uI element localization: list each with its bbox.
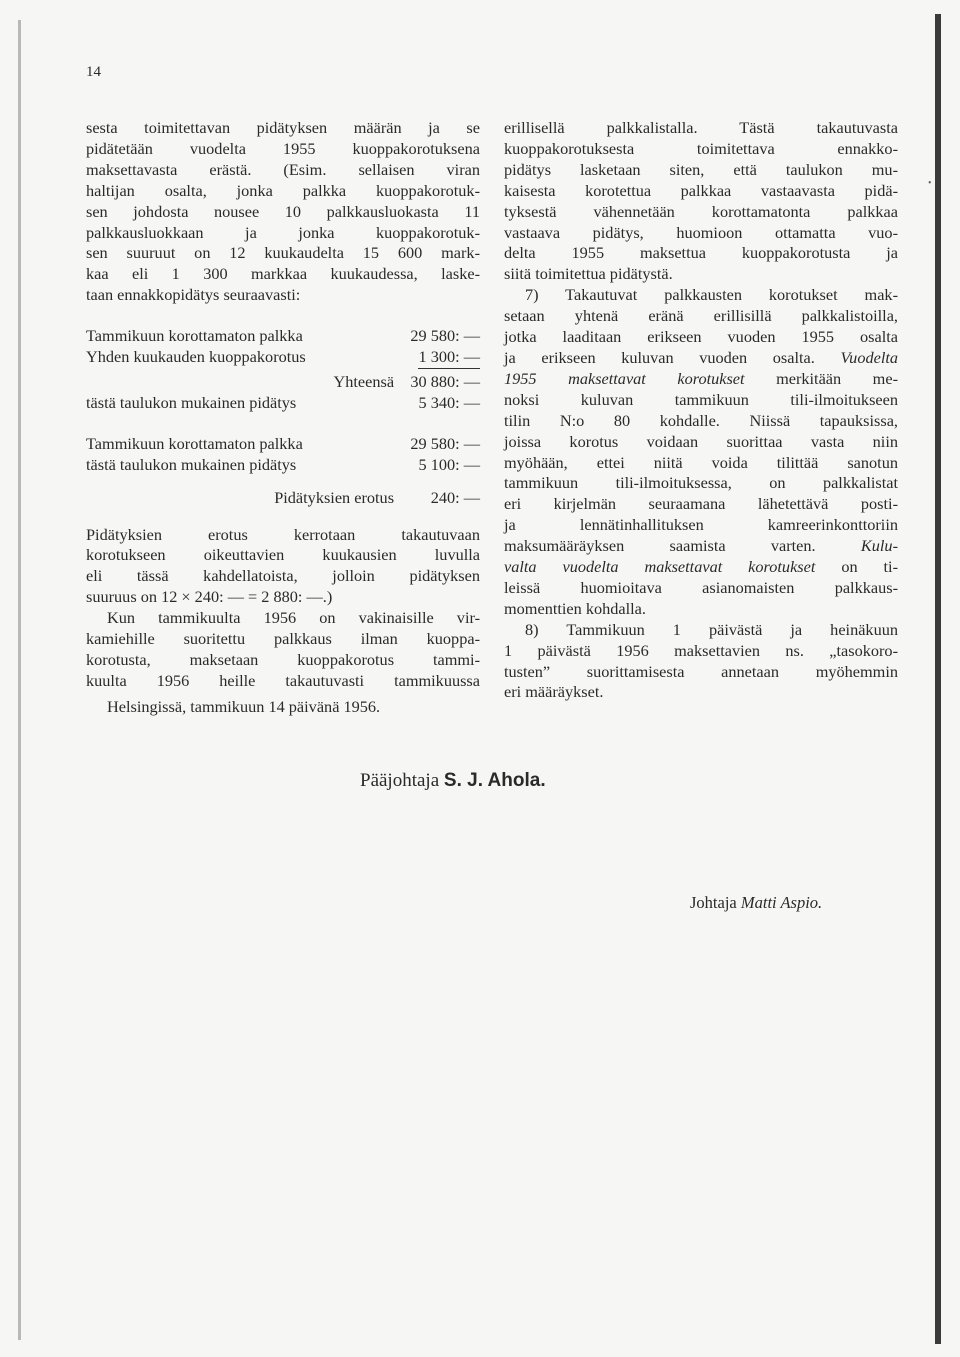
text-line xyxy=(504,557,898,578)
calc-diff-label: Pidätyksien erotus xyxy=(274,487,395,507)
text-line: suuruus on 12 × 240: — = 2 880: —.) xyxy=(86,587,333,607)
calc-label: Tammikuun korottamaton palkka xyxy=(86,326,303,346)
calc-amount: 29 580: — xyxy=(410,433,480,453)
calc-amount: 29 580: — xyxy=(410,326,480,346)
text-line: siitä toimitettua pidätystä. xyxy=(504,264,673,284)
text-line: eri kirjelmän seuraamana lähetettävä posti- xyxy=(504,494,898,514)
text-line: setaan yhtenä eränä erillisillä palkkalistoilla, xyxy=(504,306,898,326)
text-line: korotusta, maksetaan kuoppakorotus tammi- xyxy=(86,649,480,669)
signature-director-general xyxy=(360,770,546,792)
signature-name: S. J. Ahola. xyxy=(443,770,546,791)
text-line: tusten” suorittamisesta annetaan myöhemmin xyxy=(504,661,898,681)
calc-label: Yhden kuukauden kuoppakorotus xyxy=(86,347,306,367)
calc-total-row xyxy=(86,372,480,393)
text-line: taan ennakkopidätys seuraavasti: xyxy=(86,285,301,305)
calc-row xyxy=(86,393,480,414)
text-line: jotka laaditaan erikseen vuoden 1955 osalta xyxy=(504,327,898,347)
paragraph-continuation xyxy=(504,118,898,285)
text-line: leissä huomioitava asianomaisten palkkaus- xyxy=(504,577,898,597)
text-line: ja lennätinhallituksen kamreerinkonttoriin xyxy=(504,515,898,535)
page-left-edge xyxy=(18,20,21,1340)
text-line: maksettavasta erästä. (Esim. sellaisen viran xyxy=(86,159,480,179)
text-line: Pidätyksien erotus kerrotaan takautuvaan xyxy=(86,524,480,544)
text-line: palkkausluokkaan ja jonka kuoppakorotuk- xyxy=(86,222,480,242)
text-line: tyksestä vähennetään korottamatonta palkkaa xyxy=(504,201,898,221)
text-line: tammikuun tili-ilmoituksessa, on palkkalistat xyxy=(504,473,898,493)
signature-name: Matti Aspio. xyxy=(740,893,823,912)
calc-diff-amount: 240: — xyxy=(430,487,480,507)
calculation-2 xyxy=(86,434,480,509)
calc-row xyxy=(86,347,480,369)
calc-label: tästä taulukon mukainen pidätys xyxy=(86,454,297,474)
left-column xyxy=(86,118,480,718)
text-line: eli tässä kahdellatoista, jolloin pidätyksen xyxy=(86,566,480,586)
text-line: delta 1955 maksettua kuoppakorotusta ja xyxy=(504,243,898,263)
italic-span: Vuodelta xyxy=(840,347,899,367)
text-line: pidätys lasketaan siten, että taulukon mu- xyxy=(504,159,898,179)
calculation-1 xyxy=(86,326,480,414)
italic-span: valta vuodelta maksettavat korotukset xyxy=(504,557,816,577)
text-line: joissa korotus voidaan suorittaa vasta niin xyxy=(504,431,898,451)
calc-label: Tammikuun korottamaton palkka xyxy=(86,433,303,453)
text-line: 1 päivästä 1956 maksettavien ns. „tasokoro- xyxy=(504,640,898,660)
calc-diff-row xyxy=(86,488,480,509)
text-span: merkitään me- xyxy=(776,368,898,388)
signature-director xyxy=(690,893,822,913)
text-line: sen johdosta nousee 10 palkkausluokasta 11 xyxy=(86,201,480,221)
text-line: kuulta 1956 heille takautuvasti tammikuussa xyxy=(86,670,480,690)
italic-span: 1955 maksettavat korotukset xyxy=(504,368,745,388)
intro-paragraph xyxy=(86,118,480,306)
text-line: kamiehille suoritettu palkkaus ilman kuoppa- xyxy=(86,629,480,649)
calc-total-amount: 30 880: — xyxy=(410,371,480,391)
text-line: 7) Takautuvat palkkausten korotukset mak- xyxy=(525,285,898,305)
text-line: eri määräykset. xyxy=(504,682,604,702)
text-line: erillisellä palkkalistalla. Tästä takautuvasta xyxy=(504,118,898,137)
text-span: on ti- xyxy=(841,557,899,577)
text-line xyxy=(504,348,898,369)
text-line: tilin N:o 80 kohdalle. Niissä tapauksissa, xyxy=(504,410,898,430)
right-column xyxy=(504,118,898,703)
margin-mark: • xyxy=(928,178,932,189)
text-line xyxy=(504,369,898,390)
text-line: noksi kuluvan tammikuun tili-ilmoitukseen xyxy=(504,389,898,409)
text-line: pidätetään vuodelta 1955 kuoppakorotuksena xyxy=(86,138,480,158)
text-line: korotukseen oikeuttavien kuukausien luvulla xyxy=(86,545,480,565)
calc-label: tästä taulukon mukainen pidätys xyxy=(86,392,297,412)
paragraph-7 xyxy=(504,285,898,620)
text-line: kaa eli 1 300 markkaa kuukaudessa, laske- xyxy=(86,264,480,284)
text-line: sen suuruut on 12 kuukaudelta 15 600 mark- xyxy=(86,243,480,263)
text-line: haltijan osalta, jonka palkka kuoppakorotuk- xyxy=(86,180,480,200)
text-span: maksumääräyksen saamista varten. xyxy=(504,536,816,556)
text-line: kaisesta korotettua palkkaa vastaavasta pidä- xyxy=(504,180,898,200)
calc-amount-underlined: 1 300: — xyxy=(418,347,480,369)
calc-row xyxy=(86,434,480,455)
page-right-edge xyxy=(935,14,941,1344)
calc-amount: 5 100: — xyxy=(418,454,480,474)
text-line: momenttien kohdalla. xyxy=(504,598,646,618)
calc-row xyxy=(86,326,480,347)
signature-title: Johtaja xyxy=(690,893,737,912)
text-line xyxy=(504,536,898,557)
text-line: 8) Tammikuun 1 päivästä ja heinäkuun xyxy=(525,619,898,639)
paragraph-8 xyxy=(504,620,898,704)
page-number: 14 xyxy=(86,64,101,80)
calc-row xyxy=(86,455,480,476)
signature-title: Pääjohtaja xyxy=(360,770,440,791)
text-line: kuoppakorotuksesta toimitettava ennakko- xyxy=(504,138,898,158)
text-line: sesta toimitettavan pidätyksen määrän ja se xyxy=(86,118,480,137)
place-date: Helsingissä, tammikuun 14 päivänä 1956. xyxy=(107,696,381,716)
text-line: Kun tammikuulta 1956 on vakinaisille vir- xyxy=(107,608,480,628)
text-line: myöhään, ettei niitä voida tilittää sanotun xyxy=(504,452,898,472)
italic-span: Kulu- xyxy=(860,536,898,556)
difference-paragraph xyxy=(86,525,480,609)
calc-total-label: Yhteensä xyxy=(333,371,395,391)
text-line: vastaava pidätys, huomioon ottamatta vuo- xyxy=(504,222,898,242)
final-paragraph xyxy=(86,608,480,692)
calc-amount: 5 340: — xyxy=(418,392,480,412)
text-span: ja erikseen kuluvan vuoden osalta. xyxy=(504,347,815,367)
